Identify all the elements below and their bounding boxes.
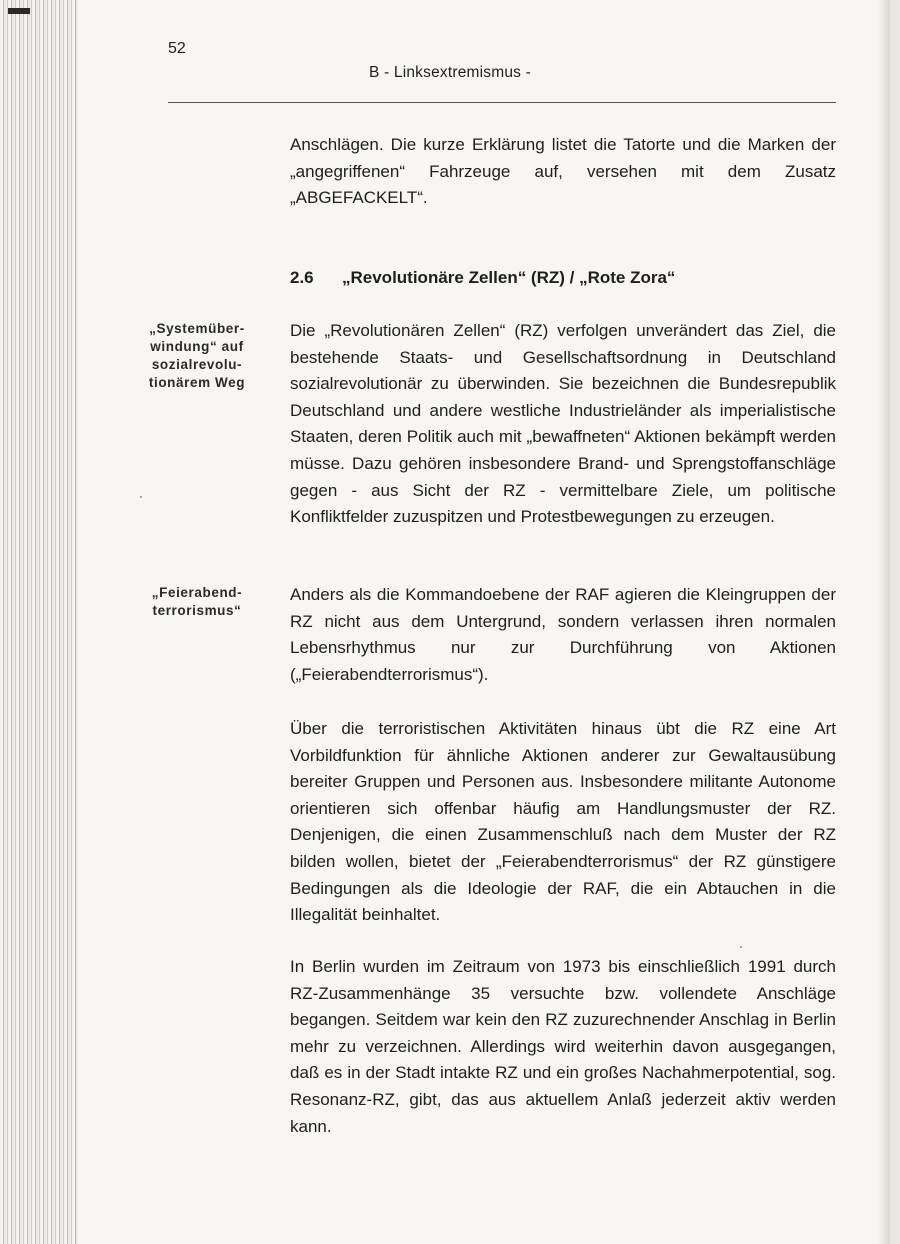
margin-note-line: terrorismus“ xyxy=(152,603,242,618)
page-right-shadow xyxy=(878,0,890,1244)
section-heading xyxy=(290,268,675,288)
margin-note-line: „Feierabend- xyxy=(151,585,243,600)
scan-corner-mark xyxy=(8,8,30,14)
section-number: 2.6 xyxy=(290,268,314,287)
paragraph-rz-goals: Die „Revolutionären Zellen“ (RZ) verfolgen unverändert das Ziel, die bestehende Staats- und Gesellschaftsordnung in Deutschland sozialrevolutionär zu überwinden. Sie bezeichnen die Bundesrepublik Deutschland und andere westliche Industrieländer als imperialistische Staaten, deren Politik auch mit „bewaffneten“ Aktionen bekämpft werden müsse. Dazu gehören insbesondere Brand- und Sprengstoffanschläge gegen - aus Sicht der RZ - vermittelbare Ziele, um politische Konfliktfelder zuzuspitzen und Protestbewegungen zu erzeugen. xyxy=(290,321,836,527)
paragraph-berlin: In Berlin wurden im Zeitraum von 1973 bis einschließlich 1991 durch RZ-Zusammenhänge 35 versuchte bzw. vollendete Anschläge begangen. Seitdem war kein den RZ zuzurechnender Anschlag in Berlin mehr zu verzeichnen. Allerdings wird weiterhin davon ausgegangen, daß es in der Stadt intakte RZ und ein großes Nachahmerpotential, sog. Resonanz-RZ, gibt, das aus aktuellem Anlaß jederzeit aktiv werden kann. xyxy=(290,957,836,1136)
margin-note-feierabendterrorismus xyxy=(128,584,266,620)
header-rule xyxy=(168,102,836,103)
margin-note-line: windung“ auf xyxy=(150,339,244,354)
page-stack-edge xyxy=(0,0,79,1244)
running-head: B - Linksextremismus - xyxy=(368,64,531,81)
margin-note-line: tionärem Weg xyxy=(148,375,246,390)
section-title: „Revolutionäre Zellen“ (RZ) / „Rote Zora“ xyxy=(342,268,676,287)
intro-paragraph: Anschlägen. Die kurze Erklärung listet die Tatorte und die Marken der „angegriffenen“ Fahrzeuge auf, versehen mit dem Zusatz „ABGEFACKELT“. xyxy=(290,135,836,208)
margin-note-systemueberwindung xyxy=(128,320,266,392)
scan-speck xyxy=(740,946,742,948)
margin-note-line: „Systemüber- xyxy=(149,321,245,336)
paragraph-vorbildfunktion: Über die terroristischen Aktivitäten hinaus übt die RZ eine Art Vorbildfunktion für ähnliche Aktionen anderer zur Gewaltausübung bereiter Gruppen und Personen aus. Insbesondere militante Autonome orientieren sich offenbar häufig am Handlungsmuster der RZ. Denjenigen, die einen Zusammenschluß nach dem Muster der RZ bilden wollen, bietet der „Feierabendterrorismus“ der RZ günstigere Bedingungen als die Ideologie der RAF, die ein Abtauchen in die Illegalität beinhaltet. xyxy=(290,719,836,925)
scan-speck xyxy=(140,496,142,498)
paragraph-kleingruppen: Anders als die Kommandoebene der RAF agieren die Kleingruppen der RZ nicht aus dem Untergrund, sondern verlassen ihren normalen Lebensrhythmus nur zur Durchführung von Aktionen („Feierabendterrorismus“). xyxy=(290,585,836,684)
page-number: 52 xyxy=(168,40,186,57)
margin-note-line: sozialrevolu- xyxy=(151,357,243,372)
